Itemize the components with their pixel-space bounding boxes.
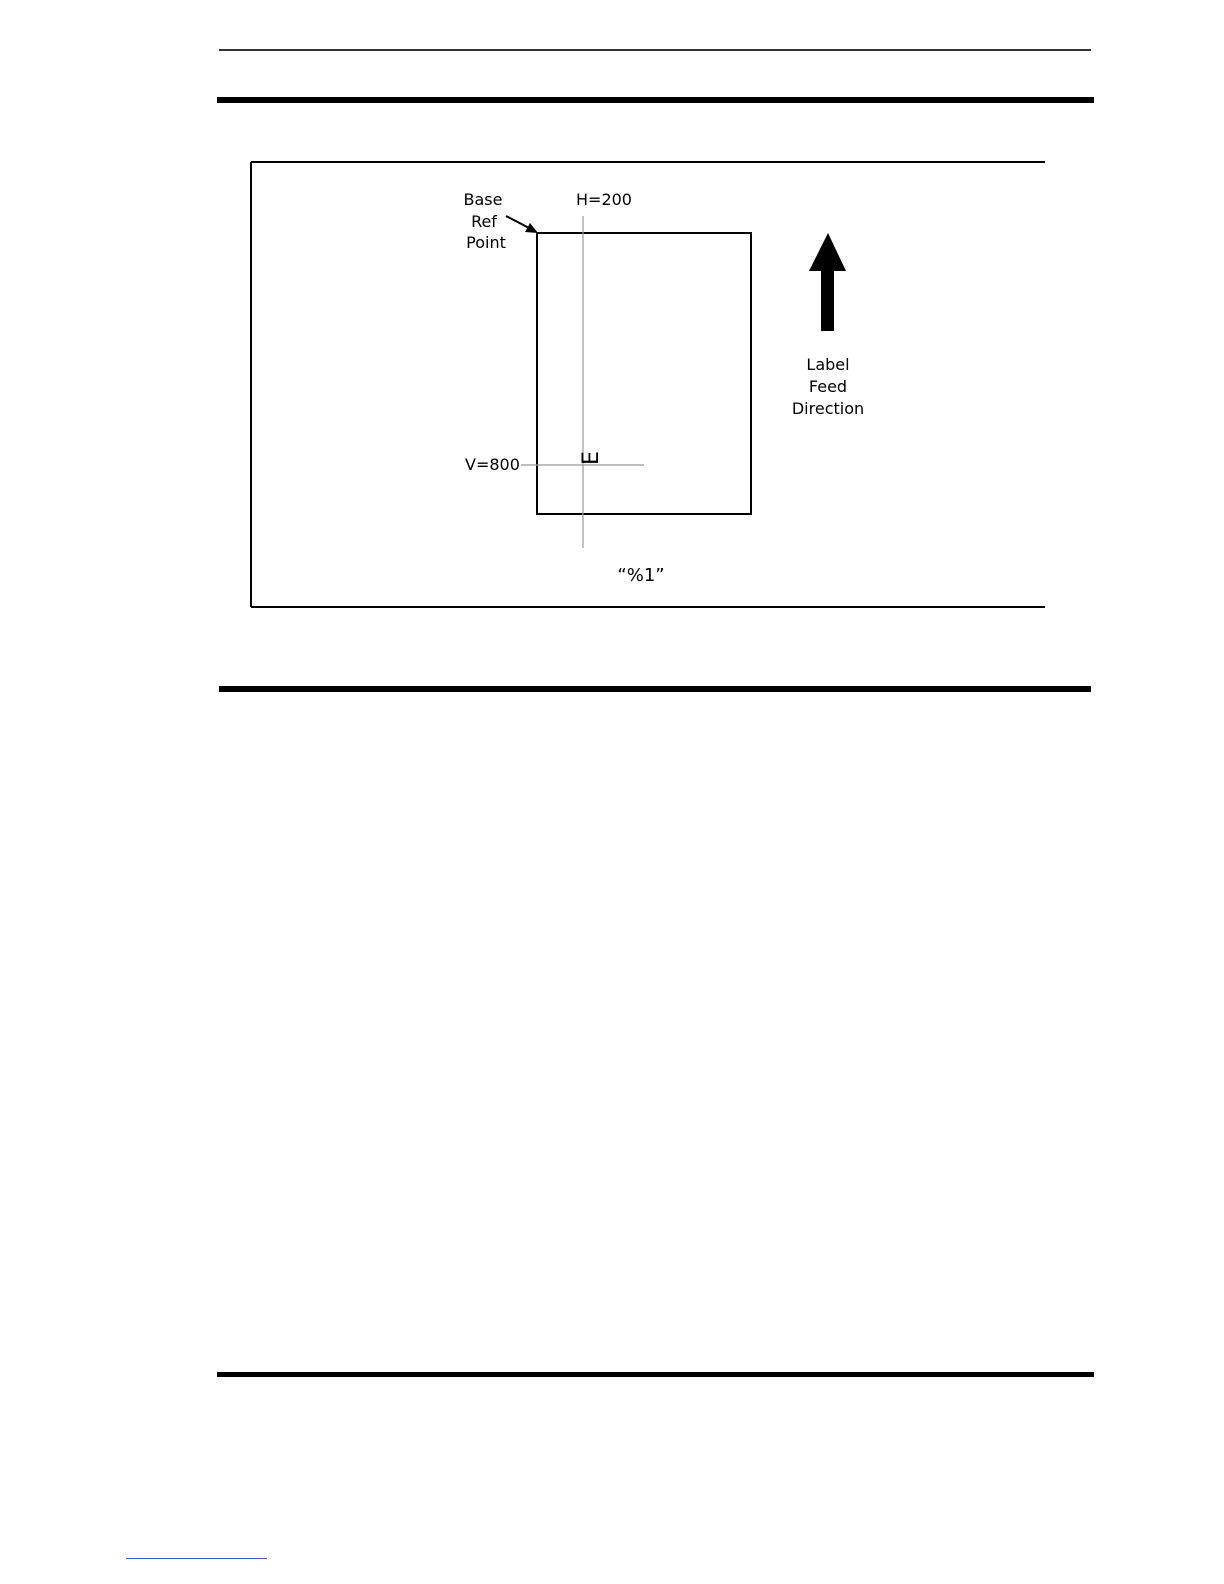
v-value-label: V=800 [465,455,520,474]
feed-direction-line-3: Direction [791,399,865,418]
h-value-label: H=200 [576,190,632,209]
figure-frame [251,162,1045,607]
feed-direction-arrow-icon [809,233,846,331]
label-outline [537,233,751,514]
base-ref-arrow-icon [506,216,538,233]
feed-direction-line-1: Label [806,355,850,374]
base-ref-line-3: Point [466,233,506,252]
base-ref-line-1: Base [463,190,503,209]
base-ref-line-2: Ref [471,212,497,231]
rotated-e-glyph: E [579,451,604,465]
feed-direction-line-2: Feed [808,377,848,396]
figure-caption: “%1” [617,565,665,586]
